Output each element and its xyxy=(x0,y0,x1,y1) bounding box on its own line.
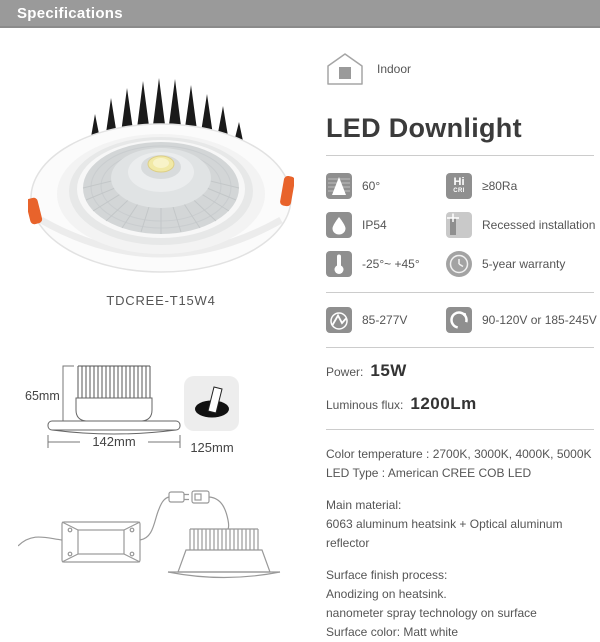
product-photo xyxy=(28,48,294,276)
recessed-installation-icon xyxy=(446,212,472,238)
voltage-range-regional xyxy=(446,307,597,333)
color-temperature-line: Color temperature : 2700K, 3000K, 4000K, 5000K xyxy=(326,447,592,461)
voltage-label: 85-277V xyxy=(362,313,408,327)
feature-label: 60° xyxy=(362,179,381,193)
led-type-line: LED Type : American CREE COB LED xyxy=(326,466,532,480)
dial-icon xyxy=(446,307,472,333)
installation-diagram xyxy=(18,482,288,591)
feature-grid xyxy=(326,156,594,292)
thermometer-icon xyxy=(326,251,352,277)
flux-label: Luminous flux: xyxy=(326,398,404,412)
product-model: TDCREE-T15W4 xyxy=(106,293,216,308)
feature-label: -25°~ +45° xyxy=(362,257,420,271)
divider xyxy=(326,429,594,430)
page-title: LED Downlight xyxy=(326,113,522,143)
feature-warranty xyxy=(446,251,595,277)
voltage-label: 90-120V or 185-245V xyxy=(482,313,597,327)
power-spec xyxy=(326,361,594,381)
feature-beam-angle xyxy=(326,173,446,199)
beam-angle-icon xyxy=(326,173,352,199)
power-value: 15W xyxy=(370,361,407,380)
water-drop-icon xyxy=(326,212,352,238)
indoor-label: Indoor xyxy=(377,62,412,76)
flux-spec xyxy=(326,394,594,414)
power-label: Power: xyxy=(326,365,364,379)
feature-label: Recessed installation xyxy=(482,218,596,232)
dimension-drawing xyxy=(24,358,184,458)
downlight-photo-illustration xyxy=(28,48,294,276)
feature-label: 5-year warranty xyxy=(482,257,566,271)
voltage-range-universal xyxy=(326,307,446,333)
hi-cri-icon-subtext: CRI xyxy=(453,188,465,194)
house-indoor-icon xyxy=(326,52,364,86)
feature-temperature xyxy=(326,251,446,277)
spec-panel xyxy=(326,50,597,642)
main-material-label: Main material: xyxy=(326,498,402,512)
surface-color-line: Surface color: Matt white xyxy=(326,625,459,639)
feature-label: IP54 xyxy=(362,218,387,232)
feature-cri xyxy=(446,173,595,199)
divider xyxy=(326,347,594,348)
hi-cri-icon-text: Hi xyxy=(453,176,465,188)
flux-value: 1200Lm xyxy=(410,394,477,413)
surface-finish-line1: Anodizing on heatsink. xyxy=(326,587,447,601)
dimension-height-label: 65mm xyxy=(25,389,60,403)
voltmeter-icon xyxy=(326,307,352,333)
hi-cri-icon xyxy=(446,173,472,199)
voltage-row xyxy=(326,293,597,347)
dimension-width-label: 142mm xyxy=(92,434,136,449)
feature-ip-rating xyxy=(326,212,446,238)
detail-specs xyxy=(326,445,594,642)
cutout-hole-icon xyxy=(184,376,239,431)
indoor-badge xyxy=(326,50,594,88)
feature-label: ≥80Ra xyxy=(482,179,518,193)
cutout-size-label: 125mm xyxy=(190,440,234,455)
surface-finish-line2: nanometer spray technology on surface xyxy=(326,606,537,620)
specifications-banner: Specifications xyxy=(0,0,600,28)
clock-warranty-icon xyxy=(446,251,472,277)
main-material-value: 6063 aluminum heatsink + Optical aluminum reflector xyxy=(326,517,563,550)
surface-finish-label: Surface finish process: xyxy=(326,568,448,582)
feature-installation xyxy=(446,212,595,238)
